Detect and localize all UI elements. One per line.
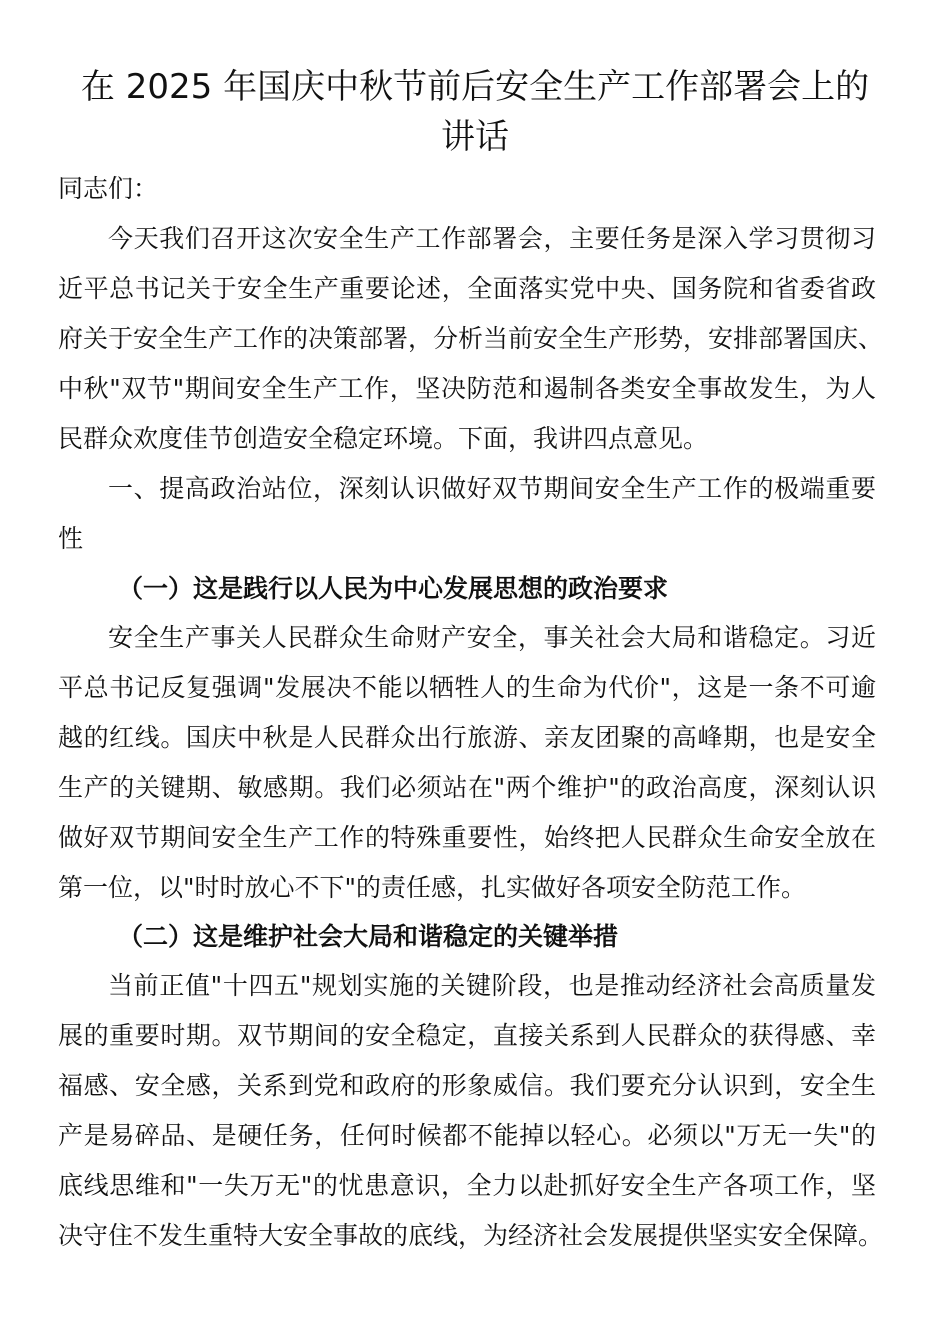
sub1-line-6: 第一位，以"时时放心不下"的责任感，扎实做好各项安全防范工作。 <box>58 873 807 902</box>
document-title <box>40 62 910 162</box>
sub2-line-2: 展的重要时期。双节期间的安全稳定，直接关系到人民群众的获得感、幸 <box>58 1021 876 1050</box>
intro-line-3: 府关于安全生产工作的决策部署，分析当前安全生产形势，安排部署国庆、 <box>58 324 884 353</box>
section-1-heading-line-2: 性 <box>58 524 84 553</box>
subsection-2-heading: （二）这是维护社会大局和谐稳定的关键举措 <box>118 922 619 951</box>
sub2-line-5: 底线思维和"一失万无"的忧患意识，全力以赴抓好安全生产各项工作，坚 <box>58 1171 876 1200</box>
intro-line-1: 今天我们召开这次安全生产工作部署会，主要任务是深入学习贯彻习 <box>108 224 876 253</box>
title-line-2: 讲话 <box>441 117 509 157</box>
intro-line-2: 近平总书记关于安全生产重要论述，全面落实党中央、国务院和省委省政 <box>58 274 876 303</box>
sub2-line-1: 当前正值"十四五"规划实施的关键阶段，也是推动经济社会高质量发 <box>108 971 876 1000</box>
section-1-heading-line-1: 一、提高政治站位，深刻认识做好双节期间安全生产工作的极端重要 <box>108 474 876 503</box>
intro-line-5: 民群众欢度佳节创造安全稳定环境。下面，我讲四点意见。 <box>58 424 709 453</box>
sub1-line-4: 生产的关键期、敏感期。我们必须站在"两个维护"的政治高度，深刻认识 <box>58 773 876 802</box>
sub1-line-5: 做好双节期间安全生产工作的特殊重要性，始终把人民群众生命安全放在 <box>58 823 876 852</box>
sub1-line-3: 越的红线。国庆中秋是人民群众出行旅游、亲友团聚的高峰期，也是安全 <box>58 723 876 752</box>
greeting: 同志们： <box>58 174 159 203</box>
subsection-1-heading: （一）这是践行以人民为中心发展思想的政治要求 <box>118 574 669 603</box>
sub1-line-2: 平总书记反复强调"发展决不能以牺牲人的生命为代价"，这是一条不可逾 <box>58 673 876 702</box>
sub2-line-6: 决守住不发生重特大安全事故的底线，为经济社会发展提供坚实安全保障。 <box>58 1221 884 1250</box>
sub1-line-1: 安全生产事关人民群众生命财产安全，事关社会大局和谐稳定。习近 <box>108 623 876 652</box>
sub2-line-3: 福感、安全感，关系到党和政府的形象威信。我们要充分认识到，安全生 <box>58 1071 876 1100</box>
sub2-line-4: 产是易碎品、是硬任务，任何时候都不能掉以轻心。必须以"万无一失"的 <box>58 1121 876 1150</box>
title-line-1: 在 2025 年国庆中秋节前后安全生产工作部署会上的 <box>80 67 870 107</box>
intro-line-4: 中秋"双节"期间安全生产工作，坚决防范和遏制各类安全事故发生，为人 <box>58 374 876 403</box>
